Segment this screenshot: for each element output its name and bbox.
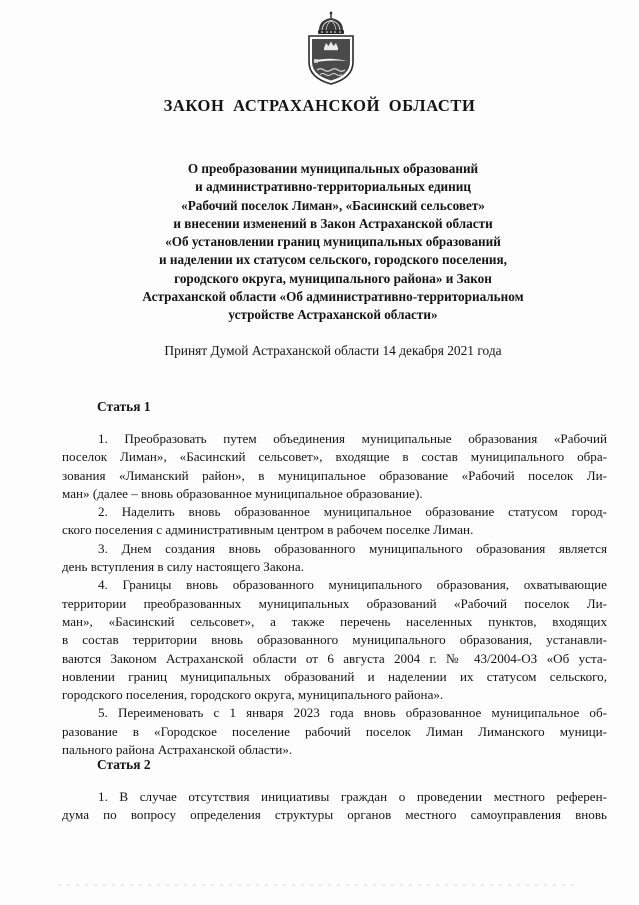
coat-of-arms-icon [301,10,361,86]
subject-line: «Рабочий поселок Лиман», «Басинский сельсовет» [181,197,485,213]
text-line: ваются Законом Астраханской области от 6 августа 2004 г. № 43/2004-ОЗ «Об уста- [62,650,607,666]
subject-line: и наделении их статусом сельского, городского поселения, [159,252,507,268]
subject-line: «Об установлении границ муниципальных образований [165,234,501,250]
text-line: 1. В случае отсутствия инициативы граждан о проведении местного референ- [98,789,607,804]
text-line: ман» (далее – вновь образованное муниципальное образование). [62,485,423,501]
text-line: разование в «Городское поселение рабочий поселок Лиман Лиманского муници- [62,723,607,739]
subject-line: и административно-территориальных единиц [195,179,471,195]
text-line: ского поселения с административным центром в рабочем поселке Лиман. [62,522,474,538]
text-line: 3. Днем создания вновь образованного муниципального образования является [98,540,607,556]
article-1-body [62,430,607,759]
text-line: дума по вопросу определения структуры органов местного самоуправления вновь [62,807,607,823]
scan-artifact [58,884,578,886]
subject-line: и внесении изменений в Закон Астраханской области [173,215,493,231]
text-line: 4. Границы вновь образованного муниципального образования, охватывающие [98,577,607,593]
text-line: ман», «Басинский сельсовет», а также перечень населенных пунктов, входящих [62,613,607,629]
text-line: территории преобразованных муниципальных образований «Рабочий поселок Ли- [62,595,607,611]
text-line: зования «Лиманский район», в муниципальное образование «Рабочий поселок Ли- [62,467,607,483]
article-2-heading: Статья 2 [97,757,151,772]
subject-line: Астраханской области «Об административно-территориальном [142,289,524,305]
text-line: в состав территории вновь образованного муниципального образования, устанавли- [62,632,607,648]
text-line: 1. Преобразовать путем объединения муниципальные образования «Рабочий [98,431,607,446]
text-line: 5. Переименовать с 1 января 2023 года вновь образованное муниципальное об- [98,705,607,721]
text-line: день вступления в силу настоящего Закона. [62,559,304,575]
subject-line: городского округа, муниципального района» и Закон [174,270,492,286]
article-2-body [62,788,607,825]
law-title: ЗАКОН АСТРАХАНСКОЙ ОБЛАСТИ [163,96,476,115]
text-line: пального района Астраханской области». [62,742,293,758]
text-line: новлении границ муниципальных образований и наделении их статусом сельского, [62,668,607,684]
subject-line: О преобразовании муниципальных образований [187,161,479,176]
text-line: городского поселения, городского округа, муниципального района». [62,687,444,703]
adoption-note: Принят Думой Астраханской области 14 декабря 2021 года [164,343,502,358]
article-1-heading: Статья 1 [97,399,151,414]
text-line: 2. Наделить вновь образованное муниципальное образование статусом город- [98,504,607,520]
subject-line: устройстве Астраханской области» [228,307,438,323]
law-subject [70,160,596,325]
text-line: поселок Лиман», «Басинский сельсовет», входящие в состав муниципального обра- [62,449,607,465]
